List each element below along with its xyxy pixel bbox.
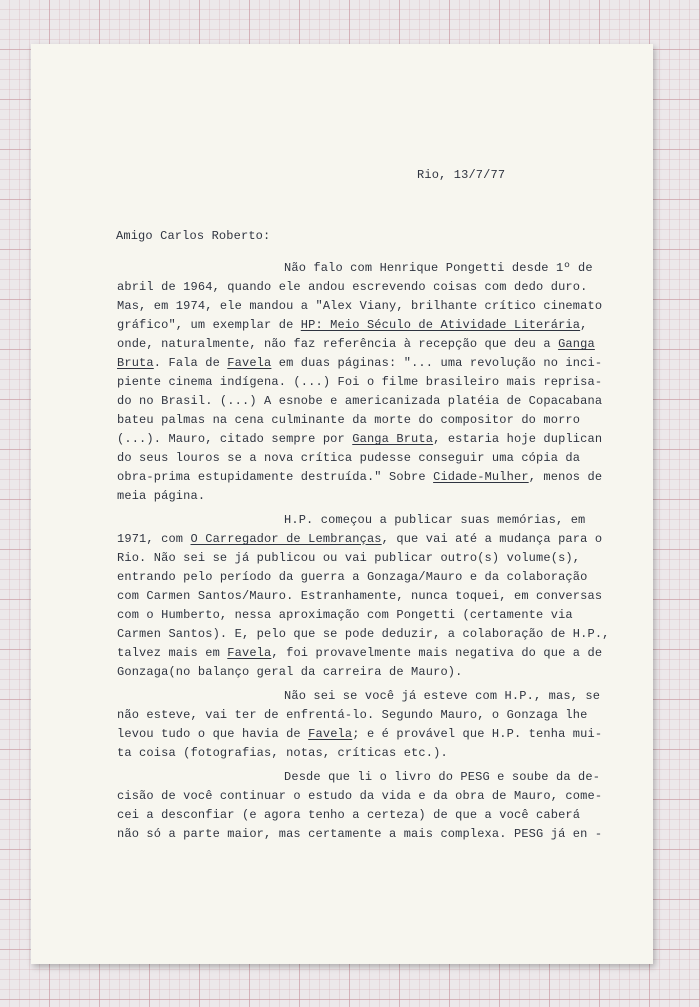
letter-line: ta coisa (fotografias, notas, críticas etc.). xyxy=(117,746,448,760)
letter-line: não esteve, vai ter de enfrentá-lo. Segundo Mauro, o Gonzaga lhe xyxy=(117,708,588,722)
letter-line: 1971, com O Carregador de Lembranças, que vai até a mudança para o xyxy=(117,532,603,546)
letter-line: do seus louros se a nova crítica pudesse conseguir uma cópia da xyxy=(117,451,581,465)
letter-line: cei a desconfiar (e agora tenho a certeza) de que a você caberá xyxy=(117,808,581,822)
letter-line: (...). Mauro, citado sempre por Ganga Bruta, estaria hoje duplican xyxy=(117,432,603,446)
letter-line: abril de 1964, quando ele andou escrevendo coisas com dedo duro. xyxy=(117,280,588,294)
letter-line: levou tudo o que havia de Favela; e é provável que H.P. tenha mui- xyxy=(117,727,603,741)
letter-line: obra-prima estupidamente destruída." Sobre Cidade-Mulher, menos de xyxy=(117,470,603,484)
letter-line: com o Humberto, nessa aproximação com Pongetti (certamente via xyxy=(117,608,573,622)
letter-line: entrando pelo período da guerra a Gonzaga/Mauro e da colaboração xyxy=(117,570,588,584)
letter-line: bateu palmas na cena culminante da morte do compositor do morro xyxy=(117,413,581,427)
letter-line: onde, naturalmente, não faz referência à recepção que deu a Ganga xyxy=(117,337,595,351)
letter-salutation: Amigo Carlos Roberto: xyxy=(116,229,271,243)
letter-line: meia página. xyxy=(117,489,206,503)
letter-line: com Carmen Santos/Mauro. Estranhamente, nunca toquei, em conversas xyxy=(117,589,603,603)
letter-line: Mas, em 1974, ele mandou a "Alex Viany, brilhante crítico cinemato xyxy=(117,299,603,313)
letter-sheet xyxy=(31,44,653,964)
letter-date: Rio, 13/7/77 xyxy=(417,168,506,182)
letter-line: H.P. começou a publicar suas memórias, em xyxy=(284,513,586,527)
letter-line: cisão de você continuar o estudo da vida e da obra de Mauro, come- xyxy=(117,789,603,803)
letter-line: talvez mais em Favela, foi provavelmente mais negativa do que a de xyxy=(117,646,603,660)
letter-line: gráfico", um exemplar de HP: Meio Século de Atividade Literária, xyxy=(117,318,588,332)
letter-line: Não falo com Henrique Pongetti desde 1º de xyxy=(284,261,593,275)
letter-line: não só a parte maior, mas certamente a mais complexa. PESG já en - xyxy=(117,827,603,841)
letter-line: Rio. Não sei se já publicou ou vai publicar outro(s) volume(s), xyxy=(117,551,581,565)
letter-line: Carmen Santos). E, pelo que se pode deduzir, a colaboração de H.P., xyxy=(117,627,610,641)
letter-line: Bruta. Fala de Favela em duas páginas: "... uma revolução no inci- xyxy=(117,356,603,370)
letter-line: piente cinema indígena. (...) Foi o filme brasileiro mais reprisa- xyxy=(117,375,603,389)
letter-line: do no Brasil. (...) A esnobe e americanizada platéia de Copacabana xyxy=(117,394,603,408)
letter-line: Gonzaga(no balanço geral da carreira de Mauro). xyxy=(117,665,463,679)
letter-line: Desde que li o livro do PESG e soube da de- xyxy=(284,770,601,784)
letter-line: Não sei se você já esteve com H.P., mas, se xyxy=(284,689,601,703)
